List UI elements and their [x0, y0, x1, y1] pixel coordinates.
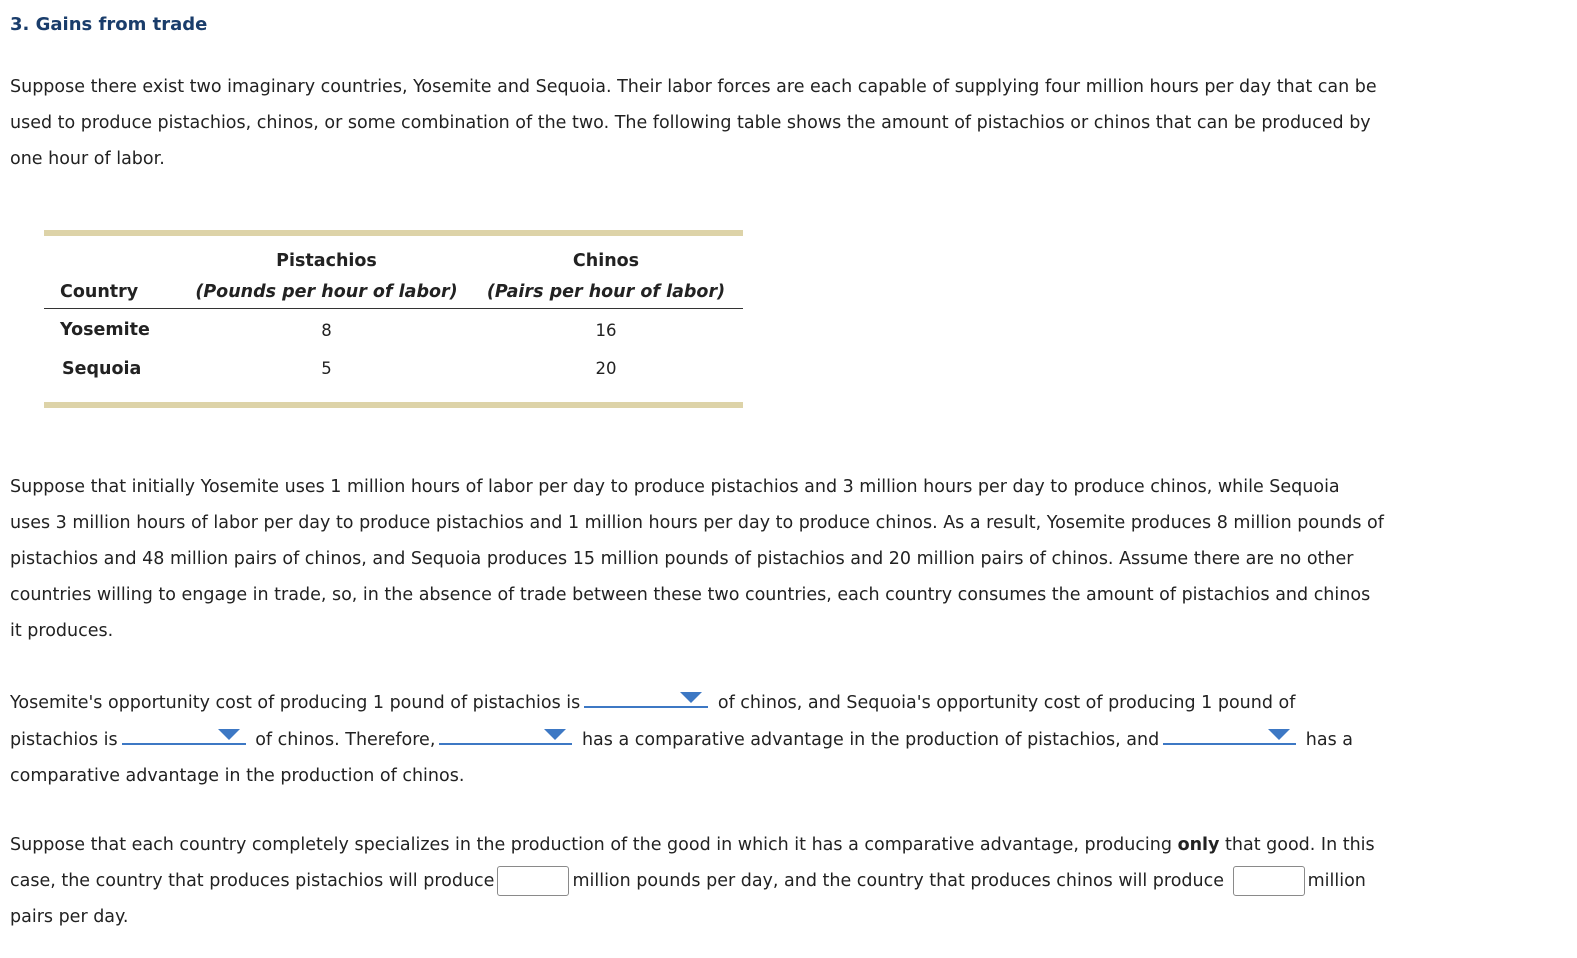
question-text-4: has a comparative advantage in the production of pistachios, and	[581, 730, 1160, 750]
table-row	[44, 349, 743, 402]
pistachios-advantage-country-dropdown[interactable]	[439, 721, 572, 745]
pistachios-output-input[interactable]	[497, 866, 569, 896]
table-row	[44, 309, 743, 350]
question-text-1: Yosemite's opportunity cost of producing 1 pound of pistachios is	[10, 693, 581, 713]
chinos-output-input[interactable]	[1233, 866, 1305, 896]
opportunity-cost-question	[10, 684, 1385, 794]
question-text-5: has a comparative advantage in the production of chinos.	[10, 730, 1354, 786]
productivity-table	[44, 230, 743, 408]
country-name: Sequoia	[62, 358, 142, 379]
chinos-advantage-country-dropdown[interactable]	[1163, 721, 1296, 745]
intro-paragraph: Suppose there exist two imaginary countries, Yosemite and Sequoia. Their labor forces are each capable of supplying four million hours per day that can be used to produce pistachios, chinos, or some combination of the two. The following table shows the amount of pistachios or chinos that can be produced by one hour of labor.	[10, 77, 1377, 169]
country-header: Country	[44, 275, 184, 309]
pistachios-value: 5	[321, 359, 332, 378]
question-title: 3. Gains from trade	[10, 14, 208, 35]
special-text-2: that good. In this case, the country that produces pistachios will produce	[10, 835, 1375, 891]
chinos-unit: (Pairs per hour of labor)	[469, 275, 743, 309]
pistachios-unit: (Pounds per hour of labor)	[184, 275, 469, 309]
chevron-down-icon	[544, 729, 566, 740]
special-bold-only: only	[1177, 835, 1220, 855]
sequoia-opportunity-cost-dropdown[interactable]	[122, 721, 246, 745]
special-text-4: million pairs per day.	[10, 871, 1366, 927]
pistachios-value: 8	[321, 320, 332, 340]
country-name: Yosemite	[60, 320, 150, 340]
yosemite-opportunity-cost-dropdown[interactable]	[584, 684, 708, 708]
chevron-down-icon	[1268, 729, 1290, 740]
pistachios-header: Pistachios	[276, 251, 377, 271]
chinos-value: 16	[595, 320, 617, 340]
scenario-paragraph: Suppose that initially Yosemite uses 1 million hours of labor per day to produce pistachios and 3 million hours per day to produce chinos, while Sequoia uses 3 million hours of labor per day to produce pistachios and 1 million hours per day to produce chinos. As a result, Yosemite produces 8 million pounds of pistachios and 48 million pairs of chinos, and Sequoia produces 15 million pounds of pistachios and 20 million pairs of chinos. Assume there are no other countries willing to engage in trade, so, in the absence of trade between these two countries, each country consumes the amount of pistachios and chinos it produces.	[10, 477, 1384, 641]
chinos-header: Chinos	[572, 251, 640, 271]
question-text-2: of chinos, and Sequoia's opportunity cost of producing 1 pound of pistachios is	[10, 693, 1296, 750]
chinos-value: 20	[595, 359, 617, 378]
special-text-1: Suppose that each country completely specializes in the production of the good in which it has a comparative advantage, producing	[10, 835, 1172, 855]
question-text-3: of chinos. Therefore,	[255, 730, 436, 750]
special-text-3: million pounds per day, and the country that produces chinos will produce	[572, 871, 1225, 891]
chevron-down-icon	[680, 692, 702, 703]
chevron-down-icon	[218, 729, 240, 740]
specialization-question	[10, 827, 1385, 935]
